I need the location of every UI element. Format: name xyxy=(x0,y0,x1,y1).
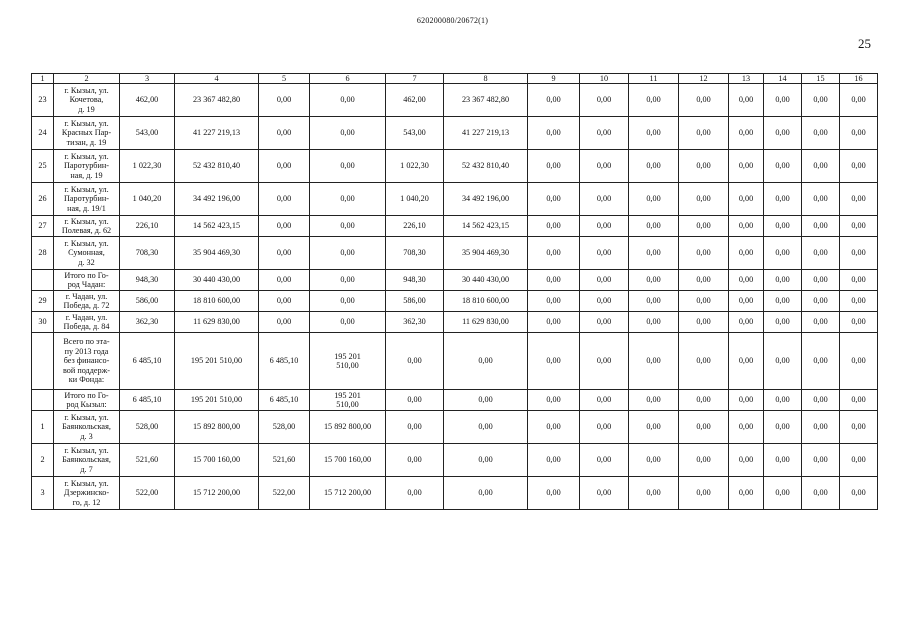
column-header: 14 xyxy=(764,74,802,84)
value-cell: 23 367 482,80 xyxy=(175,84,259,117)
document-id: 620200080/20672(1) xyxy=(416,16,489,25)
row-number-cell xyxy=(32,333,54,390)
value-cell: 23 367 482,80 xyxy=(444,84,528,117)
value-cell: 0,00 xyxy=(729,390,764,411)
value-cell: 0,00 xyxy=(444,390,528,411)
column-header: 9 xyxy=(528,74,580,84)
value-cell: 15 712 200,00 xyxy=(310,477,386,510)
address-cell: г. Кызыл, ул. Паротурбин- ная, д. 19/1 xyxy=(54,183,120,216)
row-number-cell: 23 xyxy=(32,84,54,117)
value-cell: 0,00 xyxy=(802,444,840,477)
value-cell: 0,00 xyxy=(629,312,679,333)
value-cell: 0,00 xyxy=(802,477,840,510)
value-cell: 1 022,30 xyxy=(120,150,175,183)
value-cell: 948,30 xyxy=(120,270,175,291)
table-row xyxy=(32,477,878,510)
value-cell: 0,00 xyxy=(802,150,840,183)
value-cell: 521,60 xyxy=(259,444,310,477)
value-cell: 0,00 xyxy=(802,270,840,291)
column-header: 15 xyxy=(802,74,840,84)
value-cell: 0,00 xyxy=(386,390,444,411)
row-number-cell: 2 xyxy=(32,444,54,477)
value-cell: 0,00 xyxy=(729,477,764,510)
row-number-cell: 3 xyxy=(32,477,54,510)
table-row xyxy=(32,291,878,312)
value-cell: 30 440 430,00 xyxy=(175,270,259,291)
value-cell: 0,00 xyxy=(629,270,679,291)
value-cell: 0,00 xyxy=(580,291,629,312)
value-cell: 0,00 xyxy=(259,237,310,270)
value-cell: 0,00 xyxy=(580,333,629,390)
value-cell: 0,00 xyxy=(444,444,528,477)
value-cell: 362,30 xyxy=(386,312,444,333)
column-header: 16 xyxy=(840,74,878,84)
value-cell: 1 040,20 xyxy=(386,183,444,216)
value-cell: 0,00 xyxy=(629,333,679,390)
column-header: 8 xyxy=(444,74,528,84)
value-cell: 0,00 xyxy=(528,84,580,117)
value-cell: 522,00 xyxy=(120,477,175,510)
value-cell: 15 712 200,00 xyxy=(175,477,259,510)
column-header: 10 xyxy=(580,74,629,84)
table-body xyxy=(32,84,878,510)
value-cell: 0,00 xyxy=(629,390,679,411)
table-row xyxy=(32,390,878,411)
value-cell: 0,00 xyxy=(310,312,386,333)
value-cell: 195 201 510,00 xyxy=(310,390,386,411)
row-number-cell: 28 xyxy=(32,237,54,270)
value-cell: 462,00 xyxy=(386,84,444,117)
row-number-cell: 30 xyxy=(32,312,54,333)
value-cell: 0,00 xyxy=(802,84,840,117)
value-cell: 0,00 xyxy=(764,444,802,477)
value-cell: 226,10 xyxy=(120,216,175,237)
value-cell: 0,00 xyxy=(802,390,840,411)
value-cell: 0,00 xyxy=(764,312,802,333)
address-cell: г. Кызыл, ул. Паротурбин- ная, д. 19 xyxy=(54,150,120,183)
value-cell: 0,00 xyxy=(840,216,878,237)
value-cell: 0,00 xyxy=(729,183,764,216)
value-cell: 0,00 xyxy=(629,477,679,510)
value-cell: 6 485,10 xyxy=(259,333,310,390)
value-cell: 11 629 830,00 xyxy=(444,312,528,333)
address-cell: г. Кызыл, ул. Баянкольская, д. 7 xyxy=(54,444,120,477)
value-cell: 0,00 xyxy=(580,237,629,270)
value-cell: 18 810 600,00 xyxy=(444,291,528,312)
value-cell: 586,00 xyxy=(120,291,175,312)
value-cell: 0,00 xyxy=(840,270,878,291)
address-cell: г. Кызыл, ул. Кочетова, д. 19 xyxy=(54,84,120,117)
value-cell: 0,00 xyxy=(764,390,802,411)
value-cell: 0,00 xyxy=(679,237,729,270)
value-cell: 586,00 xyxy=(386,291,444,312)
value-cell: 0,00 xyxy=(802,333,840,390)
address-cell: г. Кызыл, ул. Сумонная, д. 32 xyxy=(54,237,120,270)
value-cell: 0,00 xyxy=(580,270,629,291)
value-cell: 0,00 xyxy=(802,237,840,270)
value-cell: 0,00 xyxy=(444,411,528,444)
value-cell: 1 022,30 xyxy=(386,150,444,183)
value-cell: 0,00 xyxy=(679,216,729,237)
value-cell: 6 485,10 xyxy=(259,390,310,411)
value-cell: 0,00 xyxy=(840,183,878,216)
value-cell: 0,00 xyxy=(629,84,679,117)
value-cell: 0,00 xyxy=(729,150,764,183)
value-cell: 0,00 xyxy=(840,150,878,183)
value-cell: 0,00 xyxy=(840,312,878,333)
value-cell: 0,00 xyxy=(729,216,764,237)
address-cell: г. Кызыл, ул. Баянкольская, д. 3 xyxy=(54,411,120,444)
value-cell: 0,00 xyxy=(840,237,878,270)
value-cell: 195 201 510,00 xyxy=(310,333,386,390)
value-cell: 0,00 xyxy=(580,444,629,477)
value-cell: 0,00 xyxy=(528,312,580,333)
value-cell: 0,00 xyxy=(528,216,580,237)
value-cell: 0,00 xyxy=(580,84,629,117)
value-cell: 0,00 xyxy=(444,333,528,390)
column-header: 12 xyxy=(679,74,729,84)
value-cell: 0,00 xyxy=(629,216,679,237)
value-cell: 0,00 xyxy=(802,183,840,216)
table-row xyxy=(32,270,878,291)
table-row xyxy=(32,150,878,183)
value-cell: 0,00 xyxy=(629,444,679,477)
value-cell: 708,30 xyxy=(120,237,175,270)
value-cell: 0,00 xyxy=(679,390,729,411)
value-cell: 0,00 xyxy=(528,270,580,291)
value-cell: 0,00 xyxy=(729,237,764,270)
value-cell: 0,00 xyxy=(729,333,764,390)
address-cell: Всего по эта- пу 2013 года без финансо- вой поддерж- ки Фонда: xyxy=(54,333,120,390)
value-cell: 0,00 xyxy=(679,312,729,333)
value-cell: 0,00 xyxy=(629,237,679,270)
address-cell: г. Чадан, ул. Победа, д. 84 xyxy=(54,312,120,333)
value-cell: 6 485,10 xyxy=(120,333,175,390)
value-cell: 0,00 xyxy=(386,411,444,444)
table-row xyxy=(32,411,878,444)
value-cell: 0,00 xyxy=(310,237,386,270)
value-cell: 0,00 xyxy=(764,216,802,237)
value-cell: 0,00 xyxy=(580,117,629,150)
value-cell: 528,00 xyxy=(120,411,175,444)
value-cell: 0,00 xyxy=(764,117,802,150)
value-cell: 0,00 xyxy=(764,333,802,390)
value-cell: 15 700 160,00 xyxy=(175,444,259,477)
value-cell: 0,00 xyxy=(310,183,386,216)
value-cell: 52 432 810,40 xyxy=(175,150,259,183)
value-cell: 0,00 xyxy=(310,270,386,291)
value-cell: 1 040,20 xyxy=(120,183,175,216)
value-cell: 0,00 xyxy=(386,444,444,477)
value-cell: 0,00 xyxy=(528,444,580,477)
value-cell: 41 227 219,13 xyxy=(444,117,528,150)
value-cell: 543,00 xyxy=(386,117,444,150)
value-cell: 34 492 196,00 xyxy=(175,183,259,216)
column-header: 6 xyxy=(310,74,386,84)
value-cell: 0,00 xyxy=(802,411,840,444)
value-cell: 462,00 xyxy=(120,84,175,117)
address-cell: Итого по Го- род Кызыл: xyxy=(54,390,120,411)
address-cell: г. Кызыл, ул. Красных Пар- тизан, д. 19 xyxy=(54,117,120,150)
value-cell: 0,00 xyxy=(764,477,802,510)
value-cell: 18 810 600,00 xyxy=(175,291,259,312)
value-cell: 0,00 xyxy=(528,333,580,390)
value-cell: 0,00 xyxy=(259,312,310,333)
value-cell: 0,00 xyxy=(629,291,679,312)
value-cell: 0,00 xyxy=(580,183,629,216)
value-cell: 0,00 xyxy=(580,312,629,333)
value-cell: 14 562 423,15 xyxy=(175,216,259,237)
value-cell: 15 892 800,00 xyxy=(310,411,386,444)
value-cell: 0,00 xyxy=(679,117,729,150)
value-cell: 0,00 xyxy=(259,150,310,183)
value-cell: 0,00 xyxy=(259,183,310,216)
value-cell: 0,00 xyxy=(528,390,580,411)
value-cell: 0,00 xyxy=(729,312,764,333)
column-header: 13 xyxy=(729,74,764,84)
value-cell: 6 485,10 xyxy=(120,390,175,411)
value-cell: 0,00 xyxy=(764,411,802,444)
table-row xyxy=(32,84,878,117)
value-cell: 30 440 430,00 xyxy=(444,270,528,291)
value-cell: 528,00 xyxy=(259,411,310,444)
value-cell: 0,00 xyxy=(444,477,528,510)
value-cell: 708,30 xyxy=(386,237,444,270)
value-cell: 0,00 xyxy=(259,216,310,237)
value-cell: 0,00 xyxy=(679,84,729,117)
value-cell: 226,10 xyxy=(386,216,444,237)
value-cell: 0,00 xyxy=(729,444,764,477)
value-cell: 15 892 800,00 xyxy=(175,411,259,444)
value-cell: 0,00 xyxy=(580,216,629,237)
row-number-cell: 24 xyxy=(32,117,54,150)
value-cell: 0,00 xyxy=(840,411,878,444)
value-cell: 0,00 xyxy=(840,291,878,312)
row-number-cell: 27 xyxy=(32,216,54,237)
value-cell: 522,00 xyxy=(259,477,310,510)
column-header: 3 xyxy=(120,74,175,84)
value-cell: 0,00 xyxy=(802,312,840,333)
row-number-cell xyxy=(32,270,54,291)
value-cell: 0,00 xyxy=(629,117,679,150)
row-number-cell: 25 xyxy=(32,150,54,183)
value-cell: 195 201 510,00 xyxy=(175,333,259,390)
value-cell: 0,00 xyxy=(580,411,629,444)
table-row xyxy=(32,333,878,390)
value-cell: 0,00 xyxy=(840,117,878,150)
value-cell: 948,30 xyxy=(386,270,444,291)
data-table xyxy=(31,73,878,510)
value-cell: 0,00 xyxy=(629,183,679,216)
value-cell: 0,00 xyxy=(580,390,629,411)
value-cell: 0,00 xyxy=(386,477,444,510)
value-cell: 15 700 160,00 xyxy=(310,444,386,477)
value-cell: 0,00 xyxy=(679,477,729,510)
value-cell: 0,00 xyxy=(840,444,878,477)
value-cell: 0,00 xyxy=(679,183,729,216)
value-cell: 0,00 xyxy=(310,150,386,183)
table-row xyxy=(32,216,878,237)
value-cell: 0,00 xyxy=(729,117,764,150)
value-cell: 0,00 xyxy=(840,84,878,117)
value-cell: 0,00 xyxy=(802,216,840,237)
value-cell: 0,00 xyxy=(310,84,386,117)
value-cell: 0,00 xyxy=(679,150,729,183)
address-cell: г. Кызыл, ул. Дзержинско- го, д. 12 xyxy=(54,477,120,510)
row-number-cell: 26 xyxy=(32,183,54,216)
column-header: 5 xyxy=(259,74,310,84)
value-cell: 41 227 219,13 xyxy=(175,117,259,150)
value-cell: 0,00 xyxy=(528,411,580,444)
value-cell: 0,00 xyxy=(310,117,386,150)
column-header: 1 xyxy=(32,74,54,84)
table-row xyxy=(32,117,878,150)
value-cell: 34 492 196,00 xyxy=(444,183,528,216)
value-cell: 0,00 xyxy=(629,150,679,183)
value-cell: 0,00 xyxy=(729,84,764,117)
value-cell: 0,00 xyxy=(679,411,729,444)
value-cell: 0,00 xyxy=(802,117,840,150)
value-cell: 0,00 xyxy=(259,270,310,291)
value-cell: 0,00 xyxy=(764,84,802,117)
value-cell: 0,00 xyxy=(729,270,764,291)
table-row xyxy=(32,444,878,477)
value-cell: 521,60 xyxy=(120,444,175,477)
value-cell: 0,00 xyxy=(528,477,580,510)
column-header: 11 xyxy=(629,74,679,84)
value-cell: 0,00 xyxy=(310,216,386,237)
value-cell: 14 562 423,15 xyxy=(444,216,528,237)
value-cell: 195 201 510,00 xyxy=(175,390,259,411)
table-row xyxy=(32,237,878,270)
address-cell: г. Кызыл, ул. Полевая, д. 62 xyxy=(54,216,120,237)
column-header: 4 xyxy=(175,74,259,84)
row-number-cell: 1 xyxy=(32,411,54,444)
value-cell: 0,00 xyxy=(580,150,629,183)
value-cell: 0,00 xyxy=(528,291,580,312)
row-number-cell xyxy=(32,390,54,411)
value-cell: 0,00 xyxy=(528,237,580,270)
value-cell: 0,00 xyxy=(679,270,729,291)
value-cell: 0,00 xyxy=(840,333,878,390)
column-header: 2 xyxy=(54,74,120,84)
column-header: 7 xyxy=(386,74,444,84)
value-cell: 0,00 xyxy=(764,237,802,270)
value-cell: 0,00 xyxy=(528,150,580,183)
page-number: 25 xyxy=(858,36,871,51)
value-cell: 35 904 469,30 xyxy=(444,237,528,270)
value-cell: 0,00 xyxy=(679,333,729,390)
value-cell: 0,00 xyxy=(729,291,764,312)
value-cell: 0,00 xyxy=(764,270,802,291)
value-cell: 0,00 xyxy=(259,291,310,312)
address-cell: Итого по Го- род Чадан: xyxy=(54,270,120,291)
value-cell: 543,00 xyxy=(120,117,175,150)
value-cell: 0,00 xyxy=(259,117,310,150)
value-cell: 11 629 830,00 xyxy=(175,312,259,333)
table-row xyxy=(32,312,878,333)
row-number-cell: 29 xyxy=(32,291,54,312)
value-cell: 0,00 xyxy=(528,183,580,216)
value-cell: 0,00 xyxy=(679,444,729,477)
address-cell: г. Чадан, ул. Победа, д. 72 xyxy=(54,291,120,312)
table-row xyxy=(32,183,878,216)
value-cell: 35 904 469,30 xyxy=(175,237,259,270)
value-cell: 0,00 xyxy=(679,291,729,312)
value-cell: 0,00 xyxy=(840,390,878,411)
value-cell: 0,00 xyxy=(386,333,444,390)
header-row xyxy=(32,74,878,84)
value-cell: 0,00 xyxy=(310,291,386,312)
value-cell: 0,00 xyxy=(629,411,679,444)
value-cell: 52 432 810,40 xyxy=(444,150,528,183)
value-cell: 0,00 xyxy=(802,291,840,312)
value-cell: 0,00 xyxy=(764,150,802,183)
value-cell: 0,00 xyxy=(764,183,802,216)
value-cell: 362,30 xyxy=(120,312,175,333)
value-cell: 0,00 xyxy=(840,477,878,510)
value-cell: 0,00 xyxy=(764,291,802,312)
value-cell: 0,00 xyxy=(528,117,580,150)
value-cell: 0,00 xyxy=(580,477,629,510)
value-cell: 0,00 xyxy=(729,411,764,444)
value-cell: 0,00 xyxy=(259,84,310,117)
